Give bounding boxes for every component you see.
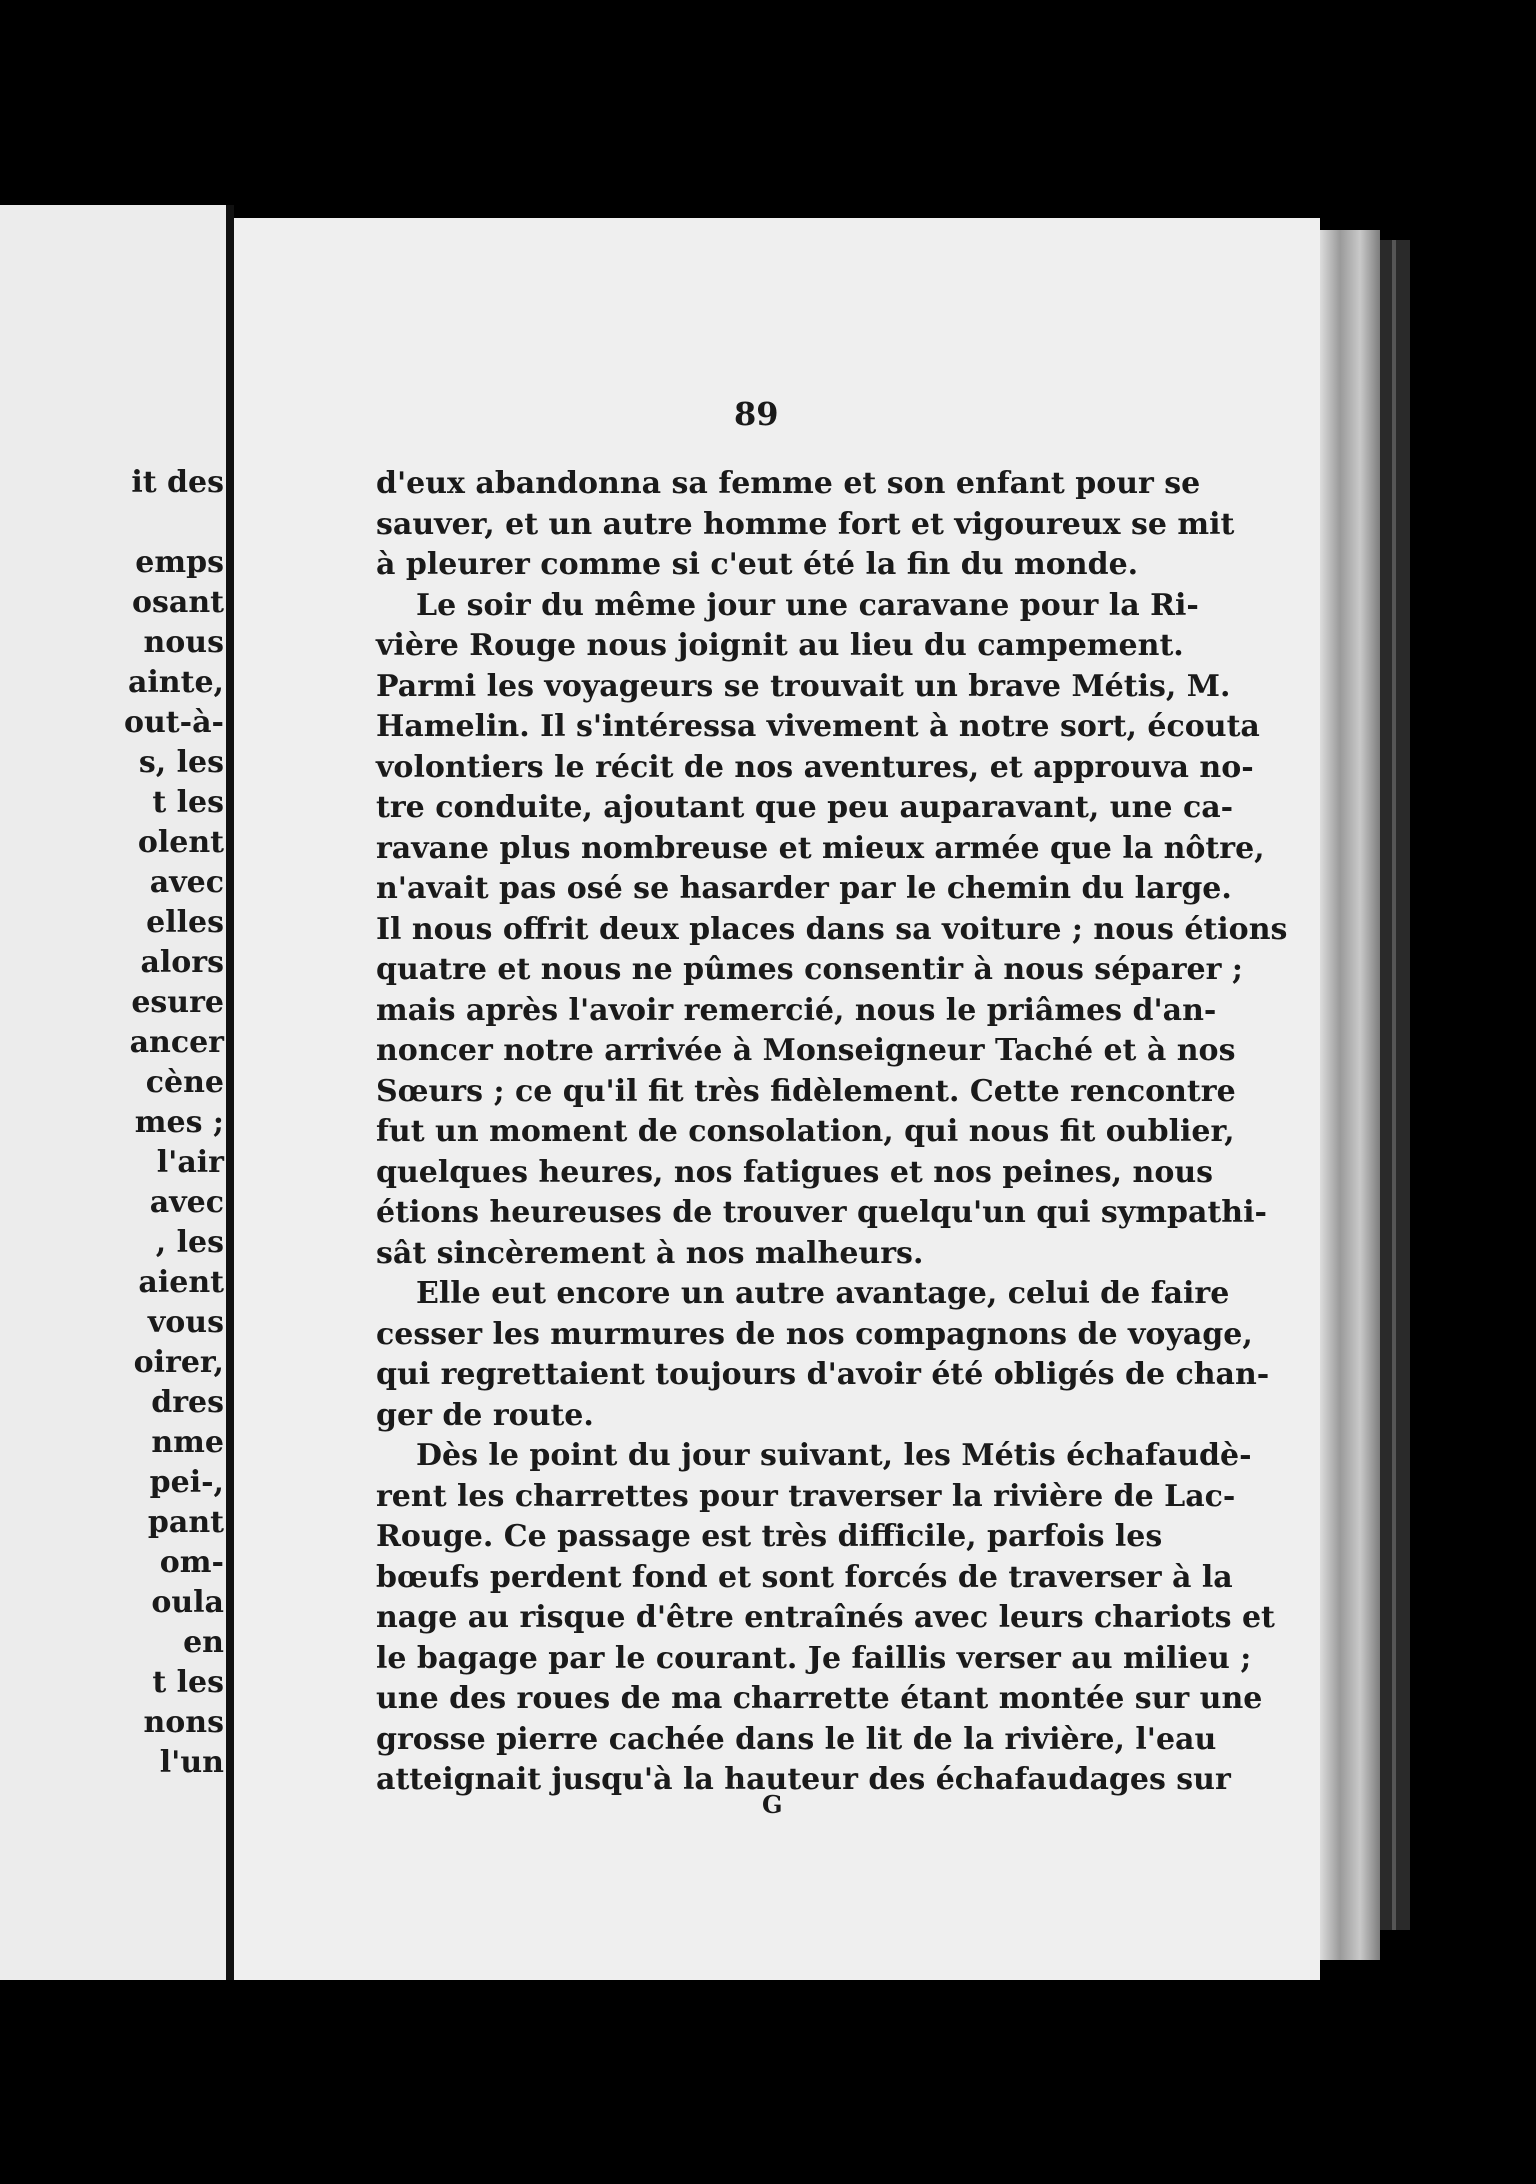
text-line: sauver, et un autre homme fort et vigoureux se mit — [376, 506, 1235, 542]
left-page-line: it des — [131, 465, 224, 500]
text-line: une des roues de ma charrette étant montée sur une — [376, 1681, 1263, 1716]
text-line: le bagage par le courant. Je faillis verser au milieu ; — [376, 1640, 1252, 1676]
text-line: Sœurs ; ce qu'il fit très fidèlement. Cette rencontre — [376, 1073, 1236, 1109]
left-page-line: , les — [155, 1225, 224, 1260]
text-line: ger de route. — [376, 1397, 594, 1433]
text-line: qui regrettaient toujours d'avoir été obligés de chan- — [376, 1357, 1270, 1392]
left-page-line: esure — [131, 985, 224, 1020]
left-page — [0, 205, 232, 1980]
text-line: fut un moment de consolation, qui nous fit oublier, — [376, 1114, 1235, 1149]
left-page-line: nous — [143, 625, 224, 660]
left-page-line: en — [183, 1625, 224, 1660]
text-line: étions heureuses de trouver quelqu'un qui sympathi- — [376, 1195, 1267, 1230]
left-page-line: alors — [140, 945, 224, 980]
left-page-line: nme — [151, 1425, 224, 1460]
left-page-line: l'un — [159, 1745, 224, 1780]
text-line: volontiers le récit de nos aventures, et approuva no- — [376, 749, 1254, 785]
body-text — [376, 464, 1288, 1801]
text-line: quelques heures, nos fatigues et nos peines, nous — [376, 1154, 1214, 1190]
left-page-line: l'air — [156, 1145, 224, 1180]
text-line: cesser les murmures de nos compagnons de voyage, — [376, 1316, 1253, 1352]
text-line: tre conduite, ajoutant que peu auparavant, une ca- — [376, 790, 1234, 825]
text-line: atteignait jusqu'à la hauteur des échafaudages sur — [376, 1762, 1231, 1797]
left-page-line: dres — [151, 1385, 224, 1420]
left-page-line: elles — [146, 905, 224, 940]
left-page-line: emps — [135, 545, 224, 580]
text-line: Hamelin. Il s'intéressa vivement à notre sort, écouta — [376, 709, 1260, 744]
text-line: rent les charrettes pour traverser la rivière de Lac- — [376, 1478, 1236, 1514]
left-page-line: osant — [131, 585, 224, 620]
signature-mark: G — [762, 1790, 783, 1819]
left-page-line: t les — [152, 1665, 224, 1700]
text-line: à pleurer comme si c'eut été la fin du monde. — [376, 547, 1139, 582]
left-page-line: vous — [147, 1305, 224, 1340]
text-line: quatre et nous ne pûmes consentir à nous séparer ; — [376, 952, 1243, 987]
left-page-line: mes ; — [134, 1105, 224, 1140]
left-page-line: oula — [151, 1585, 224, 1620]
text-line: Elle eut encore un autre avantage, celui de faire — [416, 1276, 1230, 1311]
left-page-line: avec — [149, 865, 224, 900]
text-line: Le soir du même jour une caravane pour la Ri- — [416, 587, 1199, 623]
text-line: ravane plus nombreuse et mieux armée que la nôtre, — [376, 830, 1265, 866]
left-page-line: out-à- — [123, 705, 224, 740]
left-page-line: ancer — [129, 1025, 224, 1060]
book-cover-line — [1392, 240, 1396, 1930]
text-line: nage au risque d'être entraînés avec leurs chariots et — [376, 1600, 1275, 1635]
text-line: grosse pierre cachée dans le lit de la rivière, l'eau — [376, 1721, 1217, 1757]
book-spine — [226, 205, 234, 1980]
left-page-line: om- — [159, 1545, 224, 1580]
text-line: Dès le point du jour suivant, les Métis échafaudè- — [416, 1438, 1252, 1473]
left-page-line: olent — [137, 825, 224, 860]
text-line: Il nous offrit deux places dans sa voiture ; nous étions — [376, 911, 1288, 947]
left-page-line: pant — [147, 1505, 224, 1540]
text-line: Parmi les voyageurs se trouvait un brave Métis, M. — [376, 668, 1231, 704]
left-page-line: ainte, — [127, 665, 224, 700]
text-line: n'avait pas osé se hasarder par le chemin du large. — [376, 871, 1232, 906]
page-edges — [1320, 230, 1380, 1960]
text-line: vière Rouge nous joignit au lieu du campement. — [376, 628, 1184, 663]
text-line: bœufs perdent fond et sont forcés de traverser à la — [376, 1559, 1233, 1595]
text-line: Rouge. Ce passage est très difficile, parfois les — [376, 1519, 1163, 1554]
page-number: 89 — [734, 395, 779, 433]
text-line: mais après l'avoir remercié, nous le priâmes d'an- — [376, 992, 1217, 1028]
left-page-line: aient — [138, 1265, 224, 1300]
left-page-line: pei-, — [149, 1465, 224, 1500]
left-page-line: t les — [152, 785, 224, 820]
left-page-line: s, les — [138, 745, 224, 780]
text-line: noncer notre arrivée à Monseigneur Taché et à nos — [376, 1033, 1236, 1068]
left-page-line: cène — [145, 1065, 224, 1100]
left-page-line: nons — [143, 1705, 224, 1740]
left-page-line: avec — [149, 1185, 224, 1220]
left-page-line: oirer, — [133, 1345, 224, 1380]
text-line: sât sincèrement à nos malheurs. — [376, 1235, 924, 1271]
text-line: d'eux abandonna sa femme et son enfant pour se — [376, 466, 1201, 501]
